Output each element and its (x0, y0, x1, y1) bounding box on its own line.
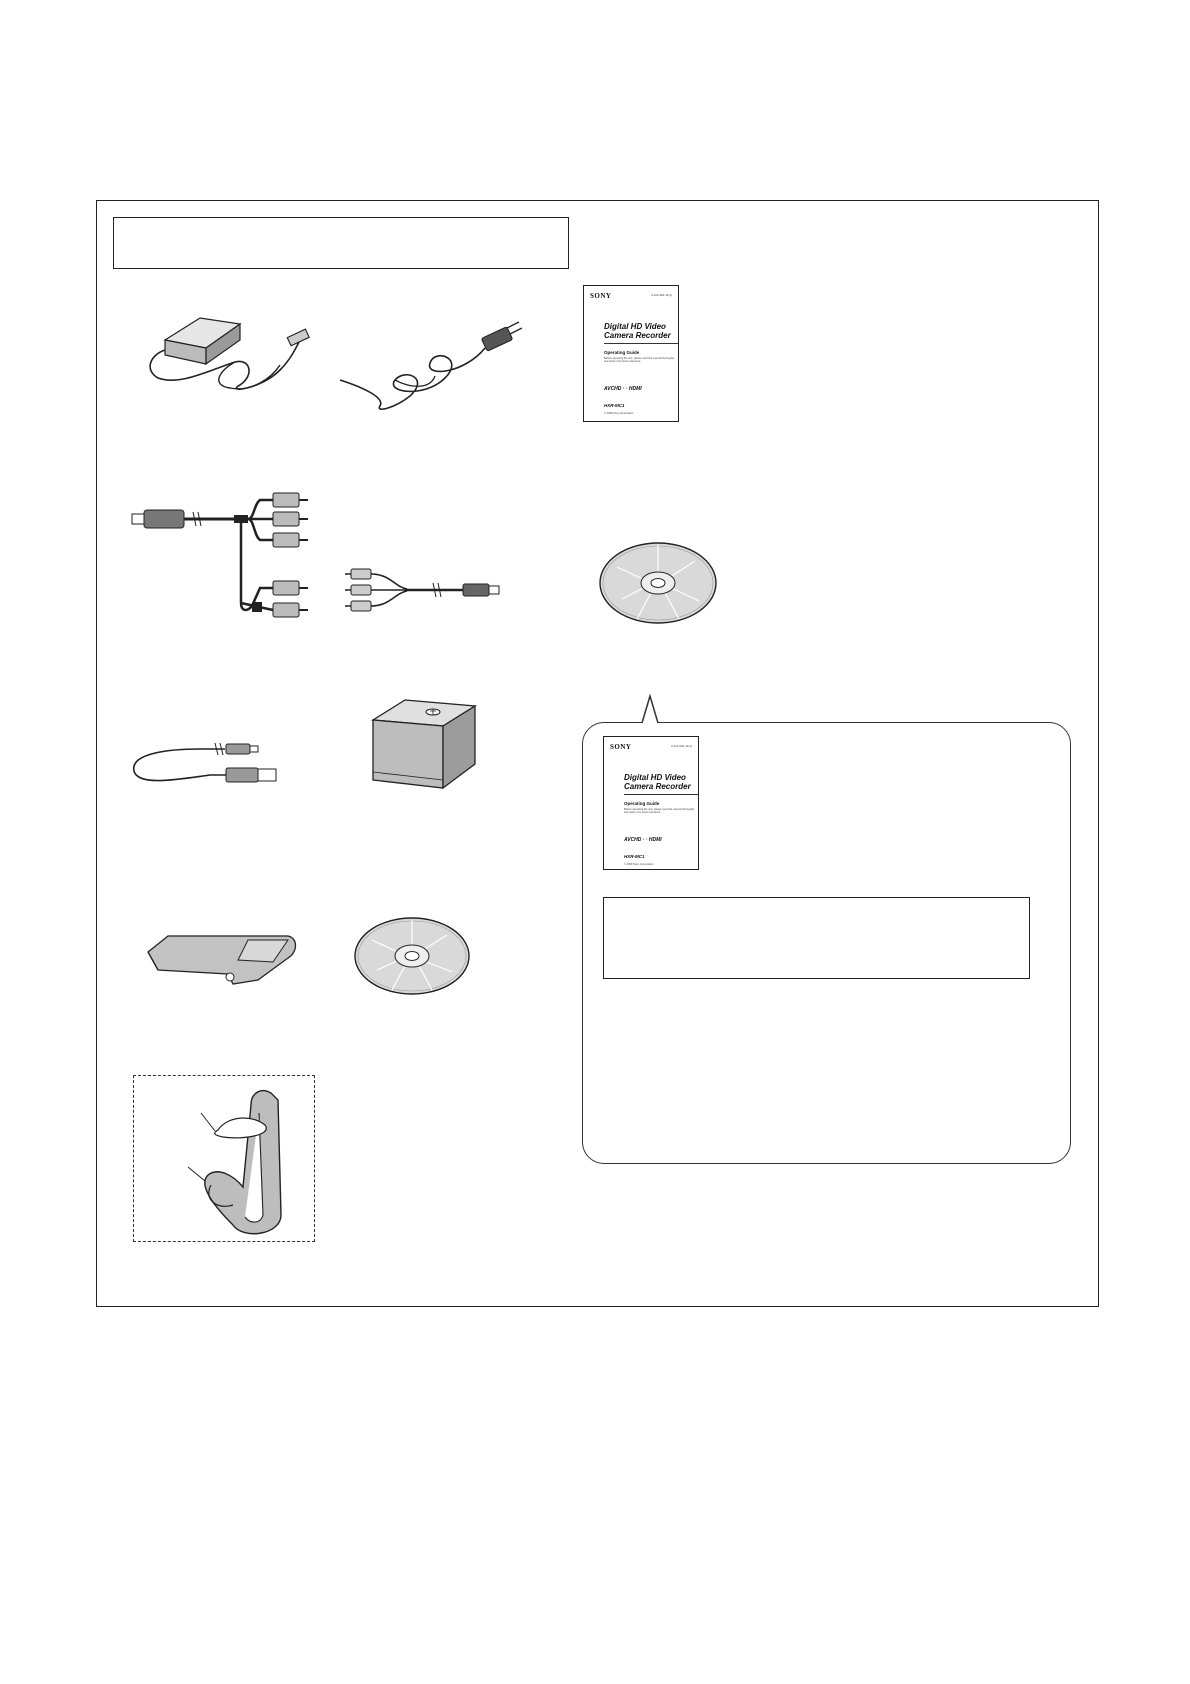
grip-strap-illustration (133, 1075, 315, 1242)
manual-rule (604, 343, 678, 344)
manual-rule (624, 794, 698, 795)
manual-guide-label: Operating Guide (604, 350, 640, 355)
note-box (603, 897, 1030, 979)
manual-title (604, 322, 671, 340)
battery-pack-illustration (365, 692, 485, 802)
manual-title-line2: Camera Recorder (604, 331, 671, 340)
manual-fine-print: Before operating the unit, please read this manual thoroughly, and retain it for future reference. (624, 808, 695, 815)
manual-brand: SONY (590, 292, 612, 300)
manual-title-line2: Camera Recorder (624, 782, 691, 791)
manual-code: 3-111-903-11(1) (650, 293, 672, 297)
power-cord-illustration (335, 318, 525, 413)
manual-copyright: © 2008 Sony Corporation (604, 412, 634, 415)
manual-title-line1: Digital HD Video (624, 773, 686, 782)
usb-cable-illustration (130, 735, 305, 795)
manual-code: 3-111-903-11(1) (670, 744, 692, 748)
av-connecting-cable-illustration (345, 565, 505, 615)
manual-fine-print: Before operating the unit, please read this manual thoroughly, and retain it for future reference. (604, 357, 675, 364)
manual-model: HXR-MC1 (604, 403, 625, 408)
shoe-adaptor-illustration (138, 930, 303, 995)
manual-title (624, 773, 691, 791)
component-av-cable-illustration (128, 488, 323, 618)
operating-guide-cover (583, 285, 679, 422)
manual-brand: SONY (610, 743, 632, 751)
callout-pointer (640, 694, 670, 724)
manual-logos: AVCHD · · HDMI (604, 386, 642, 392)
manual-model: HXR-MC1 (624, 854, 645, 859)
manual-title-line1: Digital HD Video (604, 322, 666, 331)
cd-rom-illustration (352, 910, 472, 1000)
manual-copyright: © 2008 Sony Corporation (624, 863, 654, 866)
operating-guide-cover-callout (603, 736, 699, 870)
manual-logos: AVCHD · · HDMI (624, 837, 662, 843)
ac-adaptor-illustration (140, 300, 315, 410)
manual-guide-label: Operating Guide (624, 801, 660, 806)
section-title-box (113, 217, 569, 269)
cd-rom-illustration-right (597, 537, 719, 629)
